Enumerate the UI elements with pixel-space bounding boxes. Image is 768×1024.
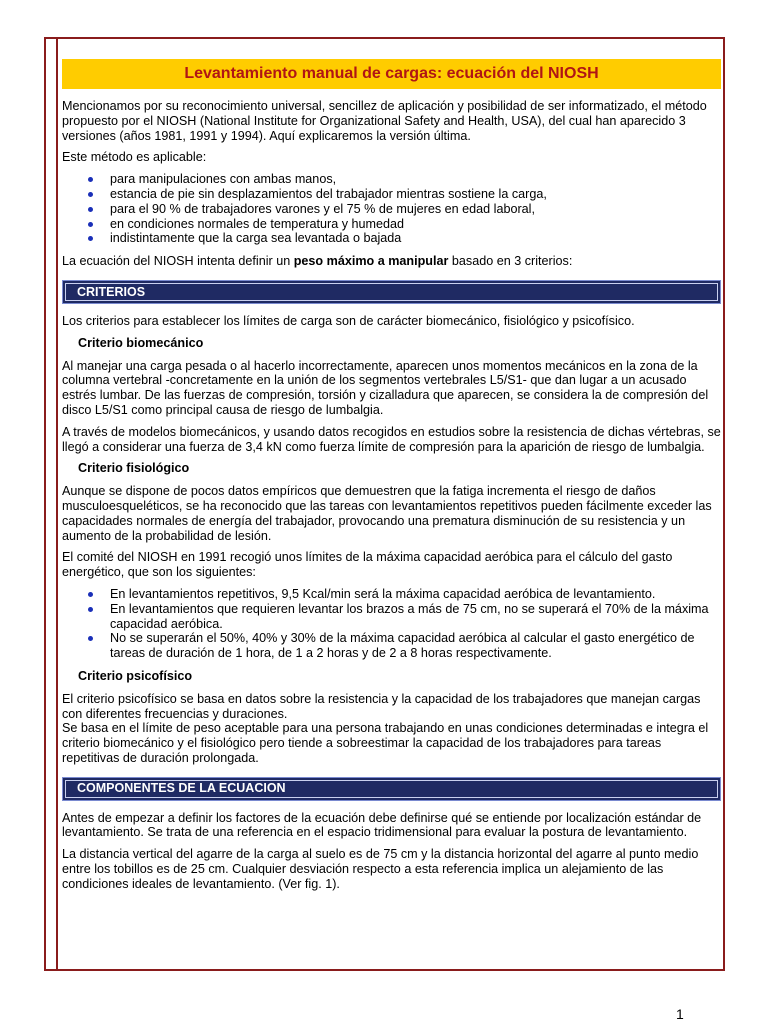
applicable-intro: Este método es aplicable: [62, 150, 207, 165]
intro-paragraph: Mencionamos por su reconocimiento universal, sencillez de aplicación y posibilidad de ser informatizado, el método propuesto por el NIOSH (National Institute for Organizational Safety and Health, USA), del cual han aparecido 3 versiones (años 1981, 1991 y 1994). Aquí explicaremos la versión última. [62, 99, 707, 143]
bullet-icon [88, 177, 93, 182]
document-body [62, 59, 721, 899]
list-item: para manipulaciones con ambas manos, [88, 172, 721, 187]
page-number: 1 [676, 1006, 684, 1022]
section-header-criterios: CRITERIOS [62, 280, 721, 304]
list-item: En levantamientos que requieren levantar los brazos a más de 75 cm, no se superará el 70% de la máxima capacidad aeróbica. [88, 602, 721, 632]
fisiologico-paragraph-1: Aunque se dispone de pocos datos empíricos que demuestren que la fatiga incrementa el riesgo de daños musculoesqueléticos, se ha reconocido que las tareas con levantamientos repetitivos pueden fácilmente exceder las capacidades normales de energía del trabajador, provocando una prematura disminución de su resistencia y un aumento de la probabilidad de lesión. [62, 484, 712, 543]
list-item: para el 90 % de trabajadores varones y el 75 % de mujeres en edad laboral, [88, 202, 721, 217]
criterios-intro: Los criterios para establecer los límites de carga son de carácter biomecánico, fisiológico y psicofísico. [62, 313, 635, 328]
psicofisico-paragraph: El criterio psicofísico se basa en datos sobre la resistencia y la capacidad de los trabajadores que manejan cargas con diferentes frecuencias y duraciones. Se basa en el límite de peso aceptable para una persona trabajando en unas condiciones determinadas e integra el criterio biomecánico y el fisiológico pero tiende a sobreestimar la capacidad de los trabajadores para tareas repetitivas de duración prolongada. [62, 691, 709, 765]
list-item: estancia de pie sin desplazamientos del trabajador mientras sostiene la carga, [88, 187, 721, 202]
subheading-fisiologico: Criterio fisiológico [78, 461, 190, 476]
frame-inner-line [56, 39, 58, 969]
subheading-psicofisico: Criterio psicofísico [78, 668, 193, 683]
bullet-icon [88, 607, 93, 612]
fisiologico-paragraph-2: El comité del NIOSH en 1991 recogió unos límites de la máxima capacidad aeróbica para el cálculo del gasto energético, que son los siguientes: [62, 550, 673, 580]
bullet-icon [88, 636, 93, 641]
biomecanico-paragraph-1: Al manejar una carga pesada o al hacerlo incorrectamente, aparecen unos momentos mecánicos en la zona de la columna vertebral -concretamente en la unión de los segmentos vertebrales L5/S1- que dan lugar a un acusado estrés lumbar. De las fuerzas de compresión, torsión y cizalladura que aparecen, se considera la de compresión del disco L5/S1 como principal causa de riesgo de lumbalgia. [62, 358, 709, 417]
bullet-icon [88, 192, 93, 197]
bold-term: peso máximo a manipular [293, 254, 449, 269]
subheading-biomecanico: Criterio biomecánico [78, 335, 204, 350]
criteria-sentence: La ecuación del NIOSH intenta definir un peso máximo a manipular basado en 3 criterios: [62, 254, 573, 269]
list-item: indistintamente que la carga sea levantada o bajada [88, 231, 721, 246]
bullet-icon [88, 222, 93, 227]
applicable-list [62, 172, 721, 246]
fisiologico-list [62, 587, 721, 661]
biomecanico-paragraph-2: A través de modelos biomecánicos, y usando datos recogidos en estudios sobre la resistencia de dichas vértebras, se llegó a considerar una fuerza de 3,4 kN como fuerza límite de compresión para la aparición de riesgo de lumbalgia. [62, 424, 721, 454]
list-item: No se superarán el 50%, 40% y 30% de la máxima capacidad aeróbica al calcular el gasto energético de tareas de duración de 1 hora, de 1 a 2 horas y de 2 a 8 horas respectivamente. [88, 631, 721, 661]
list-item: En levantamientos repetitivos, 9,5 Kcal/min será la máxima capacidad aeróbica de levantamiento. [88, 587, 721, 602]
componentes-paragraph-1: Antes de empezar a definir los factores de la ecuación debe definirse qué se entiende por localización estándar de levantamiento. Se trata de una referencia en el espacio tridimensional para evaluar la postura de levantamiento. [62, 810, 702, 840]
bullet-icon [88, 236, 93, 241]
section-header-componentes: COMPONENTES DE LA ECUACION [62, 777, 721, 801]
bullet-icon [88, 207, 93, 212]
list-item: en condiciones normales de temperatura y humedad [88, 217, 721, 232]
page-title: Levantamiento manual de cargas: ecuación del NIOSH [62, 59, 721, 89]
bullet-icon [88, 592, 93, 597]
componentes-paragraph-2: La distancia vertical del agarre de la carga al suelo es de 75 cm y la distancia horizontal del agarre al punto medio entre los tobillos es de 25 cm. Cualquier desviación respecto a esta referencia implica un alejamiento de las condiciones ideales de levantamiento. (Ver fig. 1). [62, 847, 699, 891]
